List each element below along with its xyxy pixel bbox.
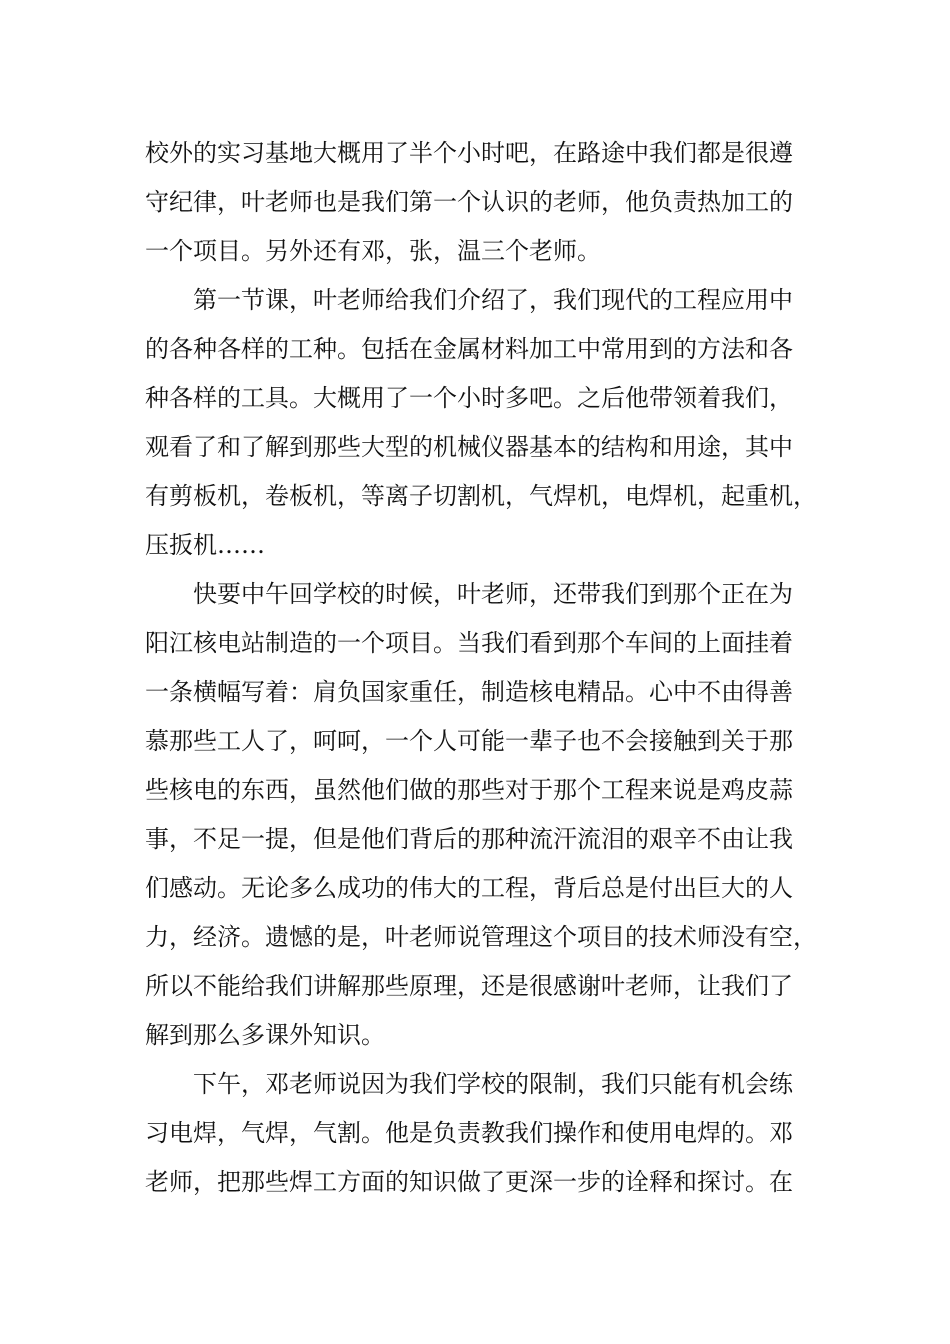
text-line: 事，不足一提，但是他们背后的那种流汗流泪的艰辛不由让我 [145, 825, 793, 853]
text-line: 的各种各样的工种。包括在金属材料加工中常用到的方法和各 [145, 335, 793, 363]
text-line: 习电焊，气焊，气割。他是负责教我们操作和使用电焊的。邓 [145, 1119, 793, 1147]
document-body [145, 129, 825, 1207]
text-line: 有剪板机，卷板机，等离子切割机，气焊机，电焊机，起重机， [145, 482, 817, 510]
paragraph-first-line: 下午，邓老师说因为我们学校的限制，我们只能有机会练 [193, 1070, 793, 1098]
text-line: 校外的实习基地大概用了半个小时吧，在路途中我们都是很遵 [145, 139, 793, 167]
text-line: 慕那些工人了，呵呵，一个人可能一辈子也不会接触到关于那 [145, 727, 793, 755]
paragraph-first-line: 快要中午回学校的时候，叶老师，还带我们到那个正在为 [193, 580, 793, 608]
text-line: 所以不能给我们讲解那些原理，还是很感谢叶老师，让我们了 [145, 972, 793, 1000]
text-line: 一条横幅写着：肩负国家重任，制造核电精品。心中不由得善 [145, 678, 793, 706]
text-line: 老师，把那些焊工方面的知识做了更深一步的诠释和探讨。在 [145, 1168, 793, 1196]
text-line: 解到那么多课外知识。 [145, 1021, 385, 1049]
text-line: 守纪律，叶老师也是我们第一个认识的老师，他负责热加工的 [145, 188, 793, 216]
text-line: 些核电的东西，虽然他们做的那些对于那个工程来说是鸡皮蒜 [145, 776, 793, 804]
text-line: 阳江核电站制造的一个项目。当我们看到那个车间的上面挂着 [145, 629, 793, 657]
text-line: 压扳机…… [145, 531, 265, 559]
text-line: 观看了和了解到那些大型的机械仪器基本的结构和用途，其中 [145, 433, 793, 461]
text-line: 一个项目。另外还有邓，张，温三个老师。 [145, 237, 601, 265]
paragraph-first-line: 第一节课，叶老师给我们介绍了，我们现代的工程应用中 [193, 286, 793, 314]
text-line: 种各样的工具。大概用了一个小时多吧。之后他带领着我们， [145, 384, 793, 412]
text-line: 力，经济。遗憾的是，叶老师说管理这个项目的技术师没有空， [145, 923, 817, 951]
text-line: 们感动。无论多么成功的伟大的工程，背后总是付出巨大的人 [145, 874, 793, 902]
